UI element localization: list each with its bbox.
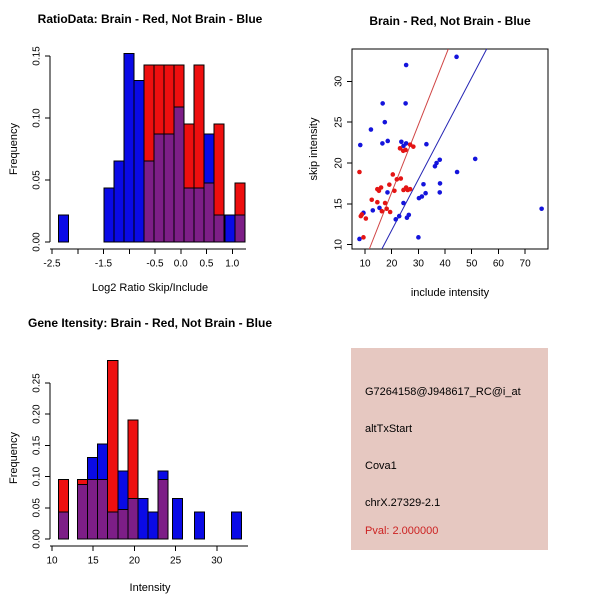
scatter-point-blue [437,190,442,195]
scatter-point-red [384,206,389,211]
x-tick-label: 40 [439,258,451,270]
scatter-point-blue [371,208,376,213]
histogram-bar-overlap [214,215,224,242]
ratio-hist-title: RatioData: Brain - Red, Not Brain - Blue [37,12,263,26]
x-tick-label: 30 [211,555,223,567]
y-tick-label: 0.10 [31,466,43,487]
y-tick-label: 30 [333,75,345,87]
scatter-point-red [379,185,384,190]
histogram-bar-overlap [184,188,194,242]
histogram-bar-blue [172,498,182,539]
y-tick-label: 0.00 [31,232,43,252]
x-tick-label: 1.0 [225,258,240,270]
scatter-point-red [375,200,380,205]
scatter-point-blue [401,201,406,206]
scatter-point-red [361,235,366,240]
x-tick-label: -1.5 [94,258,113,270]
y-tick-label: 20 [333,157,345,169]
x-tick-label: 0.5 [199,258,214,270]
histogram-bar-overlap [98,480,108,539]
scatter-point-blue [385,190,390,195]
x-tick-label: 0.0 [173,258,188,270]
histogram-bar-overlap [144,161,154,242]
histogram-bar-blue [232,512,242,539]
x-tick-label: 10 [359,258,371,270]
histogram-bar-overlap [78,485,88,539]
scatter-point-red [388,210,393,215]
scatter-point-blue [393,217,398,222]
histogram-bar-overlap [118,509,128,539]
y-tick-label: 0.25 [31,373,43,393]
scatter-point-blue [421,182,426,187]
intensity-hist-xlabel: Intensity [129,582,171,594]
scatter-point-blue [358,143,363,148]
scatter-point-red [408,187,413,192]
scatter-point-red [411,144,416,149]
histogram-bar-blue [114,161,124,242]
x-tick-label: -0.5 [146,258,164,270]
info-panel [351,348,548,550]
scatter-ylabel: skip intensity [308,117,320,181]
scatter-point-blue [454,55,459,60]
histogram-bar-overlap [158,480,168,539]
gene-name-text: Cova1 [365,460,397,472]
y-tick-label: 0.20 [31,404,43,424]
histogram-bar-blue [58,215,68,242]
scatter-point-blue [416,235,421,240]
y-tick-label: 0.15 [31,46,43,66]
scatter-point-blue [380,101,385,106]
x-tick-label: 15 [87,555,99,567]
scatter-point-blue [357,237,362,242]
scatter-point-blue [403,101,408,106]
scatter-point-blue [385,139,390,144]
y-tick-label: 15 [333,198,345,210]
x-tick-label: 60 [492,258,504,270]
scatter-point-red [387,182,392,187]
histogram-bar-overlap [58,512,68,539]
scatter-point-blue [383,120,388,125]
scatter-point-blue [423,191,428,196]
scatter-point-blue [424,142,429,147]
scatter-point-red [364,216,369,221]
histogram-bar-overlap [108,512,118,539]
analysis-type-text: altTxStart [365,423,413,435]
scatter-point-red [399,176,404,181]
scatter-point-red [383,201,388,206]
y-tick-label: 0.10 [31,108,43,128]
intensity-hist-title: Gene Itensity: Brain - Red, Not Brain - Blue [27,316,273,330]
scatter-point-red [369,197,374,202]
scatter-point-blue [369,127,374,132]
ratio-hist-ylabel: Frequency [8,123,20,175]
scatter-point-red [392,188,397,193]
scatter-title: Brain - Red, Not Brain - Blue [369,14,531,28]
histogram-bar-overlap [194,188,204,242]
x-tick-label: 10 [46,555,58,567]
x-tick-label: 25 [170,555,182,567]
histogram-bar-overlap [235,215,245,242]
probe-id-text: G7264158@J948617_RC@i_at [365,386,521,398]
scatter-point-blue [407,213,412,218]
x-tick-label: 30 [412,258,424,270]
scatter-xlabel: include intensity [410,287,490,299]
location-text: chrX.27329-2.1 [365,497,441,509]
histogram-bar-overlap [174,107,184,242]
ratio-hist-xlabel: Log2 Ratio Skip/Include [91,282,209,294]
x-tick-label: -2.5 [43,258,61,270]
scatter-point-blue [433,164,438,169]
scatter-point-blue [397,214,402,219]
y-tick-label: 10 [333,239,345,251]
intensity-hist-ylabel: Frequency [8,432,20,484]
histogram-bar-blue [195,512,205,539]
scatter-point-blue [399,139,404,144]
histogram-bar-blue [148,512,158,539]
y-tick-label: 0.05 [31,170,43,190]
histogram-bar-overlap [128,498,138,539]
scatter-point-blue [539,206,544,211]
histogram-bar-overlap [88,480,98,539]
scatter-point-blue [380,141,385,146]
scatter-point-red [395,177,400,182]
pval-text: Pval: 2.000000 [365,525,439,537]
y-tick-label: 0.00 [31,529,43,549]
scatter-point-red [380,209,385,214]
scatter-point-blue [404,63,409,68]
y-tick-label: 0.15 [31,435,43,456]
histogram-bar-overlap [164,134,174,242]
histogram-bar-blue [104,188,114,242]
scatter-point-red [403,148,408,153]
x-tick-label: 20 [128,555,140,567]
scatter-point-blue [404,141,409,146]
x-tick-label: 20 [386,258,398,270]
histogram-bar-blue [225,215,235,242]
scatter-point-blue [438,181,443,186]
scatter-point-red [357,170,362,175]
y-tick-label: 25 [333,116,345,128]
histogram-bar-overlap [204,183,214,242]
histogram-bar-blue [138,498,148,539]
x-tick-label: 70 [519,258,531,270]
scatter-point-red [391,172,396,177]
histogram-bar-overlap [154,134,164,242]
x-tick-label: 50 [466,258,478,270]
y-tick-label: 0.05 [31,498,43,518]
histogram-bar-blue [124,53,134,242]
scatter-point-blue [473,157,478,162]
scatter-point-red [360,212,365,217]
scatter-point-blue [420,194,425,199]
histogram-bar-blue [134,80,144,242]
scatter-point-blue [455,170,460,175]
